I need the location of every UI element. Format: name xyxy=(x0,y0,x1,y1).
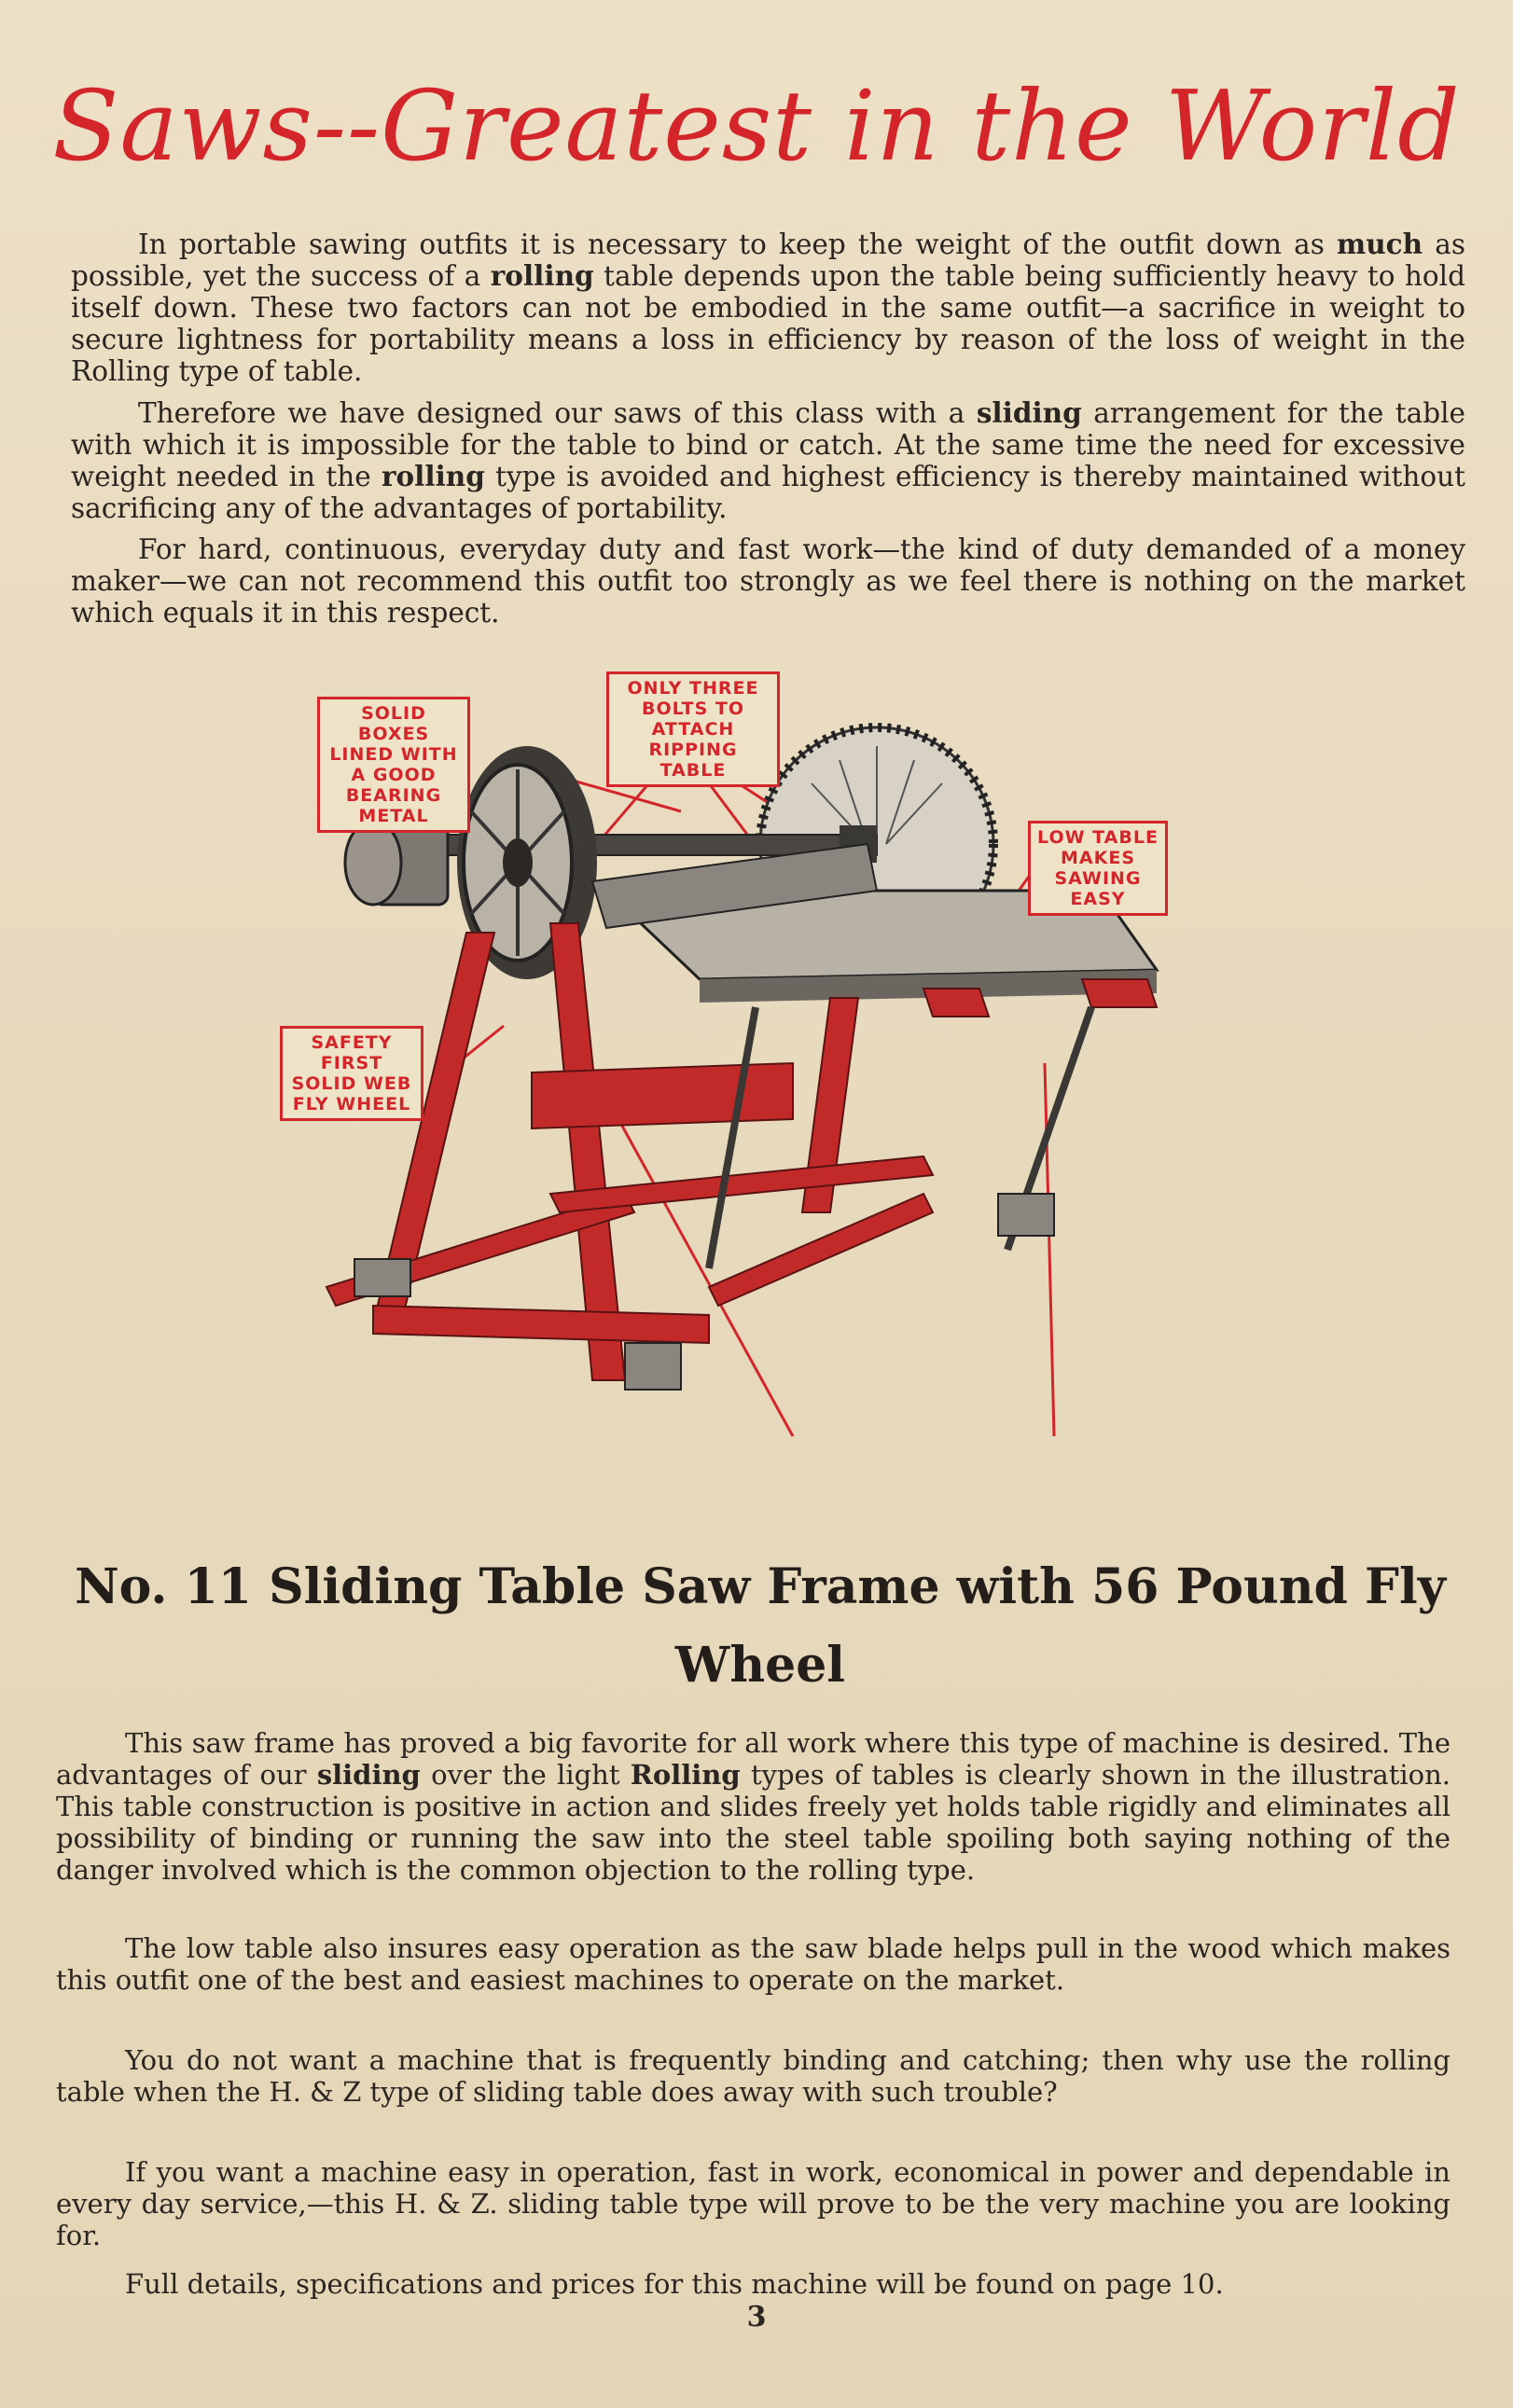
bold-run: sliding xyxy=(976,396,1082,429)
text-run: type is avoided and highest efficiency is thereby maintained without sacrificing any of the advantages of portability. xyxy=(71,461,1465,524)
bold-run: rolling xyxy=(381,460,485,492)
bold-run: rolling xyxy=(490,259,594,292)
body-paragraph-2: The low table also insures easy operation as the saw blade helps pull in the wood which makes this outfit one of the best and easiest machines to operate on the market. xyxy=(56,1932,1451,1996)
foot-brackets xyxy=(354,1194,1054,1390)
saw-frame-illustration xyxy=(271,671,1203,1464)
text-run: over the light xyxy=(420,1759,631,1791)
callout-three-bolts: ONLY THREE BOLTS TO ATTACH RIPPING TABLE xyxy=(606,671,780,787)
text-run: table depends upon the table being sufficiently heavy to hold itself down. These two factors can not be embodied in the same outfit—a sacrifice in weight to secure lightness for portability means a loss in efficiency by reason of the loss of weight in the Rolling type of table. xyxy=(71,260,1465,387)
text-run: as possible, yet the success of a xyxy=(71,228,1465,292)
bold-run: sliding xyxy=(316,1759,421,1791)
callout-low-table: LOW TABLE MAKES SAWING EASY xyxy=(1028,821,1168,916)
text-run: This saw frame has proved a big favorite for all work where this type of machine is desired. The advantages of our xyxy=(56,1727,1451,1791)
callout-safety-first: SAFETY FIRST SOLID WEB FLY WHEEL xyxy=(280,1026,423,1121)
text-run: In portable sawing outfits it is necessary to keep the weight of the outfit down as xyxy=(138,228,1338,260)
text-run: Therefore we have designed our saws of this class with a xyxy=(138,397,977,429)
body-paragraph-1 xyxy=(56,1727,1451,1886)
intro-paragraph-1 xyxy=(71,228,1465,387)
section-heading: No. 11 Sliding Table Saw Frame with 56 Pound Fly Wheel xyxy=(75,1558,1446,1694)
body-paragraph-4: If you want a machine easy in operation, fast in work, economical in power and dependable in every day service,—this H. & Z. sliding table type will prove to be the very machine you are looking for. xyxy=(56,2156,1451,2251)
callout-solid-boxes: SOLID BOXES LINED WITH A GOOD BEARING METAL xyxy=(317,697,470,833)
page-number: 3 xyxy=(746,2301,767,2333)
pulley xyxy=(345,821,401,905)
text-run: types of tables is clearly shown in the illustration. This table construction is positive in action and slides freely yet holds table rigidly and eliminates all possibility of binding or running the saw into the steel table spoiling both saying nothing of the danger involved which is the common objection to the rolling type. xyxy=(56,1759,1451,1886)
bold-run: much xyxy=(1337,228,1423,260)
intro-paragraph-2 xyxy=(71,397,1465,524)
body-paragraph-3: You do not want a machine that is frequently binding and catching; then why use the rolling table when the H. & Z type of sliding table does away with such trouble? xyxy=(56,2044,1451,2108)
text-run: arrangement for the table with which it is impossible for the table to bind or catch. At the same time the need for excessive weight needed in the xyxy=(71,397,1465,492)
body-paragraph-5: Full details, specifications and prices for this machine will be found on page 10. xyxy=(125,2268,1224,2300)
intro-paragraph-3: For hard, continuous, everyday duty and fast work—the kind of duty demanded of a money maker—we can not recommend this outfit too strongly as we feel there is nothing on the market which equals it in this respect. xyxy=(71,533,1465,629)
bold-run: Rolling xyxy=(630,1759,741,1791)
page-title: Saws--Greatest in the World xyxy=(52,69,1461,183)
